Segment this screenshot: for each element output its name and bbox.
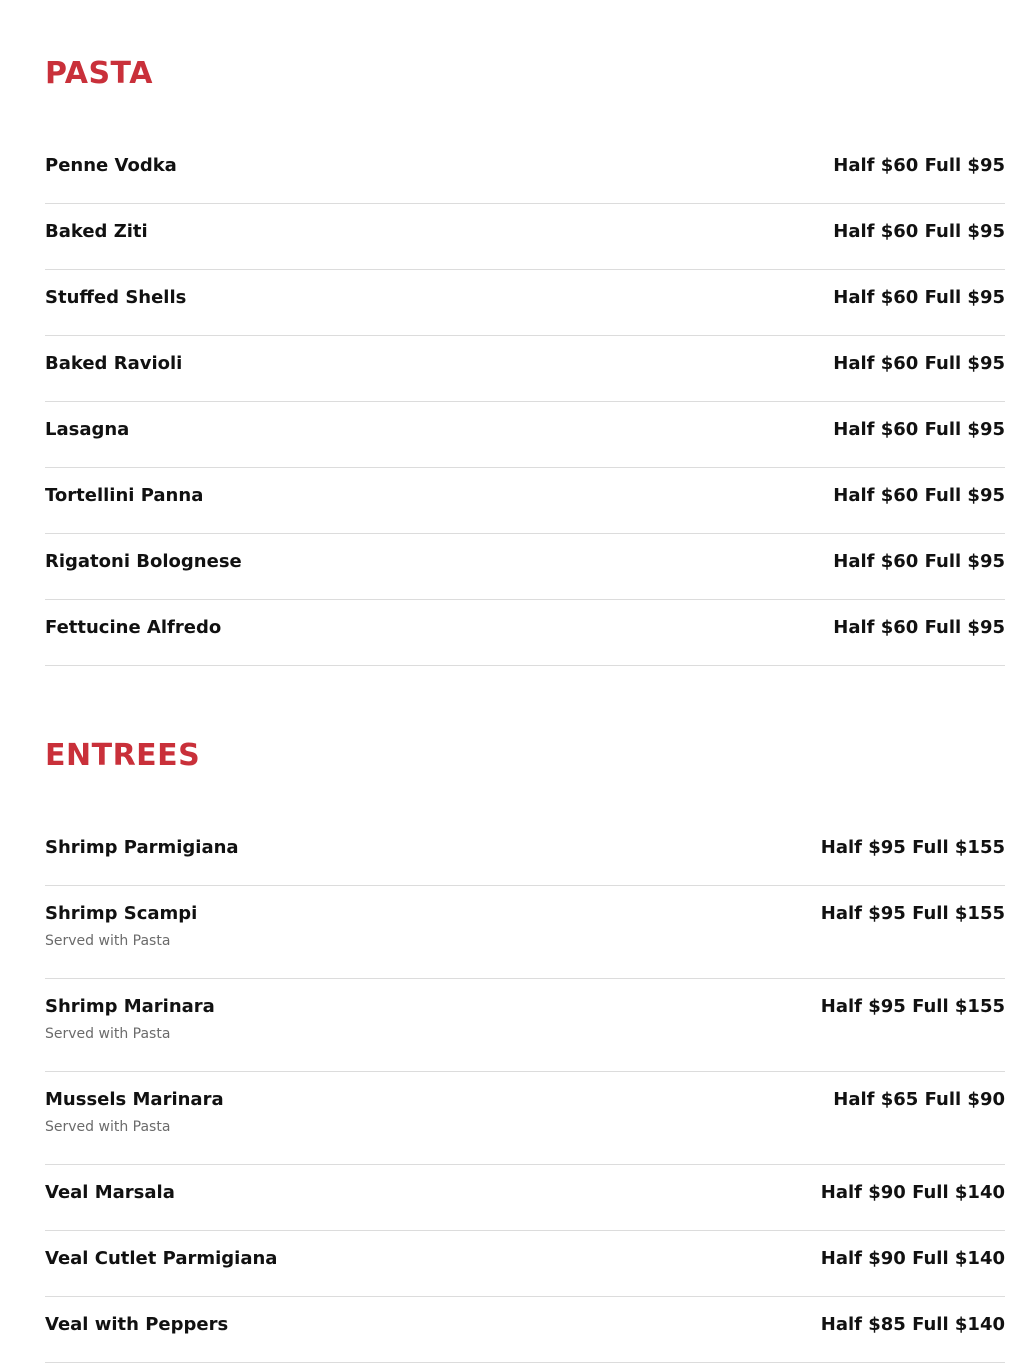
item-price: Half $60 Full $95 [833, 353, 1005, 374]
item-price: Half $60 Full $95 [833, 155, 1005, 176]
menu-item [45, 402, 1005, 468]
menu-item-row [45, 283, 1005, 313]
item-name: Veal Marsala [45, 1182, 175, 1203]
item-description: Served with Pasta [45, 933, 171, 949]
item-price: Half $90 Full $140 [820, 1248, 1005, 1269]
menu-item-row [45, 151, 1005, 181]
item-name: Lasagna [45, 419, 130, 440]
item-price: Half $60 Full $95 [833, 551, 1005, 572]
menu-item-row [45, 217, 1005, 247]
menu-item-row [45, 613, 1005, 643]
menu-item [45, 1165, 1005, 1231]
item-price: Half $85 Full $140 [820, 1314, 1005, 1335]
menu-item-row [45, 1085, 1005, 1115]
item-price: Half $95 Full $155 [820, 837, 1005, 858]
menu-item [45, 1231, 1005, 1297]
item-price: Half $95 Full $155 [820, 903, 1005, 924]
item-name: Stuffed Shells [45, 287, 187, 308]
pasta-list [45, 138, 1005, 666]
item-name: Tortellini Panna [45, 485, 204, 506]
entrees-list [45, 820, 1005, 1363]
item-price: Half $60 Full $95 [833, 617, 1005, 638]
item-price: Half $60 Full $95 [833, 221, 1005, 242]
item-name: Shrimp Marinara [45, 996, 215, 1017]
menu-item [45, 1072, 1005, 1165]
menu-item-row [45, 481, 1005, 511]
menu-item [45, 979, 1005, 1072]
menu-item-row [45, 1244, 1005, 1274]
item-price: Half $95 Full $155 [820, 996, 1005, 1017]
item-name: Fettucine Alfredo [45, 617, 222, 638]
section-title-entrees: ENTREES [45, 738, 201, 773]
item-name: Veal with Peppers [45, 1314, 229, 1335]
menu-item [45, 534, 1005, 600]
menu-item-row [45, 547, 1005, 577]
item-description: Served with Pasta [45, 1026, 171, 1042]
menu-item-row [45, 349, 1005, 379]
menu-item [45, 468, 1005, 534]
item-description: Served with Pasta [45, 1119, 171, 1135]
menu-item-row [45, 899, 1005, 929]
menu [45, 0, 1005, 1363]
menu-item-row [45, 833, 1005, 863]
item-price: Half $60 Full $95 [833, 485, 1005, 506]
item-name: Baked Ziti [45, 221, 148, 242]
item-name: Baked Ravioli [45, 353, 183, 374]
item-name: Shrimp Scampi [45, 903, 198, 924]
menu-item-row [45, 415, 1005, 445]
item-price: Half $60 Full $95 [833, 287, 1005, 308]
item-price: Half $60 Full $95 [833, 419, 1005, 440]
item-price: Half $65 Full $90 [833, 1089, 1005, 1110]
menu-item-row [45, 1178, 1005, 1208]
menu-item [45, 336, 1005, 402]
menu-item-row [45, 1310, 1005, 1340]
menu-item [45, 1297, 1005, 1363]
menu-item [45, 600, 1005, 666]
menu-item [45, 138, 1005, 204]
menu-item [45, 886, 1005, 979]
item-name: Mussels Marinara [45, 1089, 224, 1110]
item-name: Shrimp Parmigiana [45, 837, 239, 858]
menu-item-row [45, 992, 1005, 1022]
item-name: Veal Cutlet Parmigiana [45, 1248, 278, 1269]
item-name: Penne Vodka [45, 155, 177, 176]
menu-item [45, 204, 1005, 270]
menu-item [45, 820, 1005, 886]
item-price: Half $90 Full $140 [820, 1182, 1005, 1203]
section-title-pasta: PASTA [45, 56, 153, 91]
menu-item [45, 270, 1005, 336]
item-name: Rigatoni Bolognese [45, 551, 242, 572]
